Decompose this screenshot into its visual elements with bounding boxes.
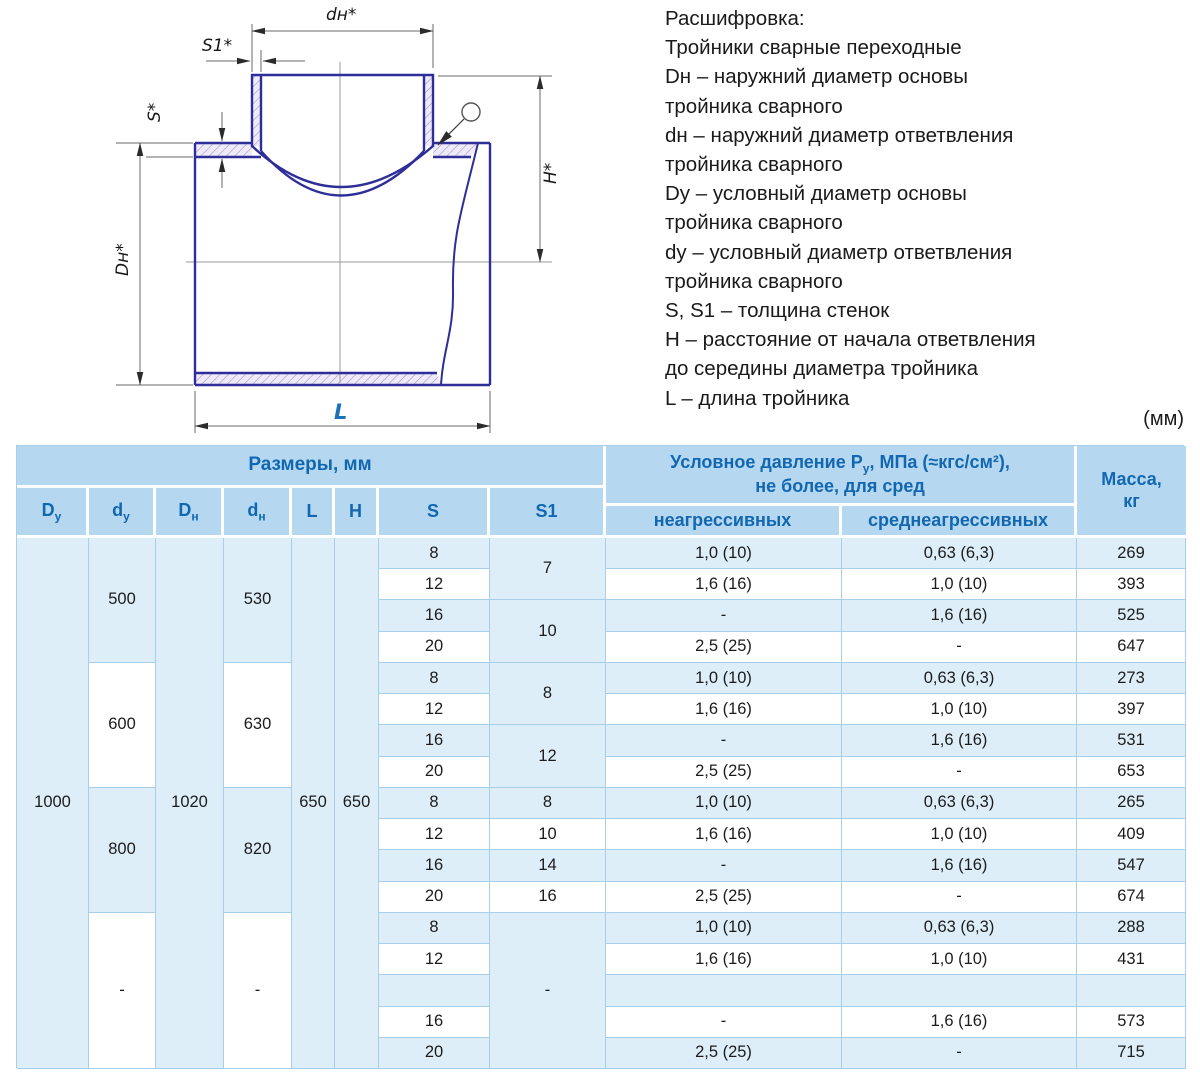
dim-label-h: H* [541,162,561,184]
legend-line: dн – наружний диаметр ответвления [665,123,1014,147]
dim-label-l: L [334,400,348,424]
cell-pressure-neagressive: 1,0 (10) [606,913,842,944]
header-col-L: L [292,488,335,538]
header-col-H: H [335,488,379,538]
legend-line: Dн – наружний диаметр основы [665,65,969,89]
cell-s1: 12 [490,725,606,787]
cell-dy-group: - [89,913,156,1069]
header-col-S1: S1 [490,488,606,538]
cell-pressure-sredneagressive: 1,0 (10) [842,694,1077,725]
cell-pressure-sredneagressive: 1,6 (16) [842,1007,1077,1038]
header-col-dy: $d_у$ [89,488,156,538]
cell-pressure-neagressive: 1,0 (10) [606,663,842,694]
header-pressure-line1: Условное давление $P_у$, МПа (≈кгс/см²), [670,451,1010,476]
cell-pressure-neagressive [606,975,842,1006]
cell-pressure-sredneagressive: 1,0 (10) [842,569,1077,600]
technical-drawing [0,0,655,450]
cell-dn-group: 820 [224,788,292,913]
legend-line: Тройники сварные переходные [665,36,962,60]
cell-pressure-sredneagressive: - [842,632,1077,663]
cell-mass: 674 [1077,882,1186,913]
dim-label-s1: S1* [202,36,233,56]
cell-mass: 288 [1077,913,1186,944]
cell-mass: 273 [1077,663,1186,694]
cell-s: 16 [379,600,490,631]
cell-pressure-sredneagressive: 1,6 (16) [842,600,1077,631]
cell-pressure-sredneagressive: - [842,757,1077,788]
cell-mass: 531 [1077,725,1186,756]
cell-mass: 393 [1077,569,1186,600]
header-mass: Масса, кг [1077,446,1186,538]
cell-pressure-sredneagressive: 0,63 (6,3) [842,663,1077,694]
centerlines [186,62,552,383]
cell-pressure-sredneagressive: 1,6 (16) [842,850,1077,881]
cell-pressure-neagressive: 2,5 (25) [606,882,842,913]
cell-mass: 547 [1077,850,1186,881]
cell-s: 20 [379,1038,490,1069]
cell-s1: 14 [490,850,606,881]
cell-s: 20 [379,757,490,788]
cell-pressure-sredneagressive: 1,0 (10) [842,944,1077,975]
dim-label-s: S* [145,102,165,122]
cell-s: 12 [379,569,490,600]
legend-line: тройника сварного [665,211,843,235]
cell-pressure-sredneagressive: - [842,1038,1077,1069]
cell-pressure-sredneagressive: 1,0 (10) [842,819,1077,850]
cell-dy-group: 600 [89,663,156,788]
cell-s: 20 [379,882,490,913]
header-col-neagressive: неагрессивных [606,506,842,538]
cell-s: 8 [379,663,490,694]
cell-pressure-sredneagressive: 0,63 (6,3) [842,788,1077,819]
weld-circle-icon [462,103,480,121]
cell-s: 12 [379,819,490,850]
legend-line: Расшифровка: [665,7,805,30]
cell-pressure-neagressive: 1,0 (10) [606,538,842,569]
legend-text-block [665,4,1190,413]
cell-s1: - [490,913,606,1069]
cell-pressure-neagressive: - [606,600,842,631]
weld-callout [438,103,480,145]
cell-s: 8 [379,538,490,569]
cell-s: 8 [379,913,490,944]
header-pressure-line2: не более, для сред [755,475,925,496]
cell-s [379,975,490,1006]
cell-pressure-neagressive: 1,6 (16) [606,694,842,725]
cell-pressure-neagressive: 2,5 (25) [606,1038,842,1069]
cell-mass: 269 [1077,538,1186,569]
cell-pressure-neagressive: 2,5 (25) [606,632,842,663]
cell-Dy-main: 1000 [17,538,89,1069]
dimension-lines [116,24,552,433]
cell-L-main: 650 [292,538,335,1069]
cell-dn-group: 530 [224,538,292,663]
tee-outline [195,75,490,385]
legend-line: L – длина тройника [665,386,850,410]
cell-mass: 409 [1077,819,1186,850]
cell-s: 8 [379,788,490,819]
dim-label-dn-branch: dн* [326,5,357,25]
hatched-walls [195,76,478,385]
legend-line: S, S1 – толщина стенок [665,299,890,323]
legend-line: Dу – условный диаметр основы [665,182,967,206]
cell-pressure-neagressive: - [606,1007,842,1038]
cell-pressure-neagressive: - [606,850,842,881]
header-col-Dn: $D_н$ [156,488,224,538]
cell-mass: 647 [1077,632,1186,663]
cell-s1: 8 [490,788,606,819]
cell-s1: 7 [490,538,606,600]
cell-mass: 715 [1077,1038,1186,1069]
cell-dy-group: 800 [89,788,156,913]
cell-s1: 10 [490,819,606,850]
cell-H-main: 650 [335,538,379,1069]
cell-pressure-sredneagressive: 0,63 (6,3) [842,538,1077,569]
legend-line: H – расстояние от начала ответвления [665,328,1036,352]
header-col-S: S [379,488,490,538]
cell-pressure-sredneagressive [842,975,1077,1006]
cell-pressure-neagressive: - [606,725,842,756]
cell-s1: 16 [490,882,606,913]
cell-s: 16 [379,725,490,756]
cell-s1: 10 [490,600,606,662]
cell-pressure-sredneagressive: 1,6 (16) [842,725,1077,756]
units-note: (мм) [1143,408,1184,430]
cell-pressure-sredneagressive: - [842,882,1077,913]
dim-label-Dn: Dн* [113,243,133,276]
cell-s: 16 [379,850,490,881]
legend-line: dу – условный диаметр ответвления [665,240,1013,264]
dimensions-table [16,445,1184,1068]
legend-line: тройника сварного [665,94,843,118]
cell-pressure-neagressive: 1,0 (10) [606,788,842,819]
legend-line: до середины диаметра тройника [665,357,978,381]
legend-line: тройника сварного [665,153,843,177]
cell-pressure-neagressive: 2,5 (25) [606,757,842,788]
header-pressure [606,446,1077,506]
cell-dy-group: 500 [89,538,156,663]
cell-mass: 525 [1077,600,1186,631]
cell-dn-group: 630 [224,663,292,788]
tee-drawing-svg [0,0,655,445]
cell-dn-group: - [224,913,292,1069]
cell-mass: 573 [1077,1007,1186,1038]
cell-s: 16 [379,1007,490,1038]
cell-mass [1077,975,1186,1006]
cell-s1: 8 [490,663,606,725]
cell-s: 20 [379,632,490,663]
cell-mass: 397 [1077,694,1186,725]
cell-mass: 431 [1077,944,1186,975]
cell-mass: 653 [1077,757,1186,788]
cell-pressure-neagressive: 1,6 (16) [606,944,842,975]
header-col-Dy: $D_у$ [17,488,89,538]
cell-pressure-neagressive: 1,6 (16) [606,569,842,600]
header-col-sredneagressive: среднеагрессивных [842,506,1077,538]
cell-pressure-neagressive: 1,6 (16) [606,819,842,850]
legend-line: тройника сварного [665,269,843,293]
header-col-dn: $d_н$ [224,488,292,538]
cell-s: 12 [379,944,490,975]
break-line [441,143,478,385]
cell-pressure-sredneagressive: 0,63 (6,3) [842,913,1077,944]
cell-s: 12 [379,694,490,725]
cell-Dn-main: 1020 [156,538,224,1069]
header-razmery: Размеры, мм [17,446,606,488]
cell-mass: 265 [1077,788,1186,819]
